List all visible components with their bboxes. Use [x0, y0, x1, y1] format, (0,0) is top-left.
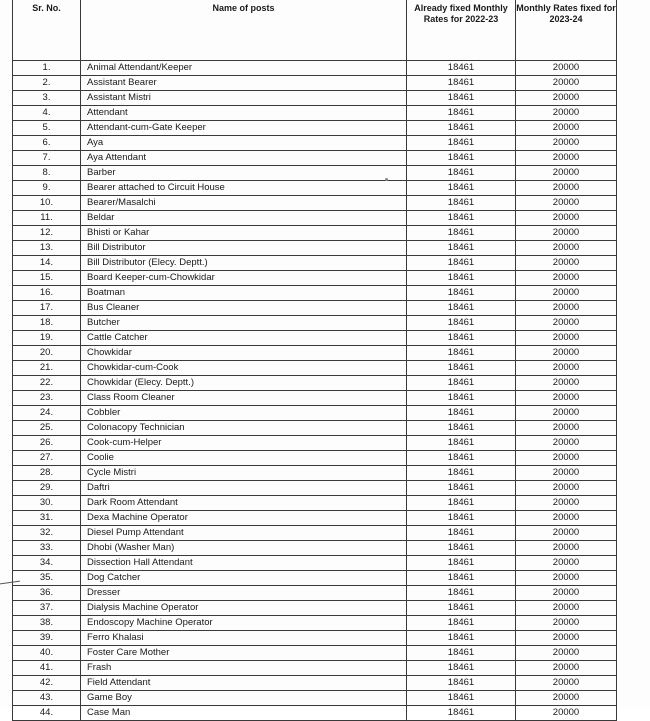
- table-row: [13, 616, 617, 631]
- cell-rate-2023-24: 20000: [516, 571, 617, 586]
- header-sr-no: Sr. No.: [13, 0, 81, 61]
- cell-rate-2023-24: 20000: [516, 661, 617, 676]
- cell-rate-2022-23: 18461: [407, 286, 516, 301]
- table-row: [13, 91, 617, 106]
- table-row: [13, 586, 617, 601]
- cell-sr-no: 18.: [13, 316, 81, 331]
- cell-rate-2022-23: 18461: [407, 91, 516, 106]
- cell-post-name: Frash: [81, 661, 407, 676]
- cell-rate-2022-23: 18461: [407, 466, 516, 481]
- cell-rate-2022-23: 18461: [407, 691, 516, 706]
- cell-sr-no: 19.: [13, 331, 81, 346]
- table-row: [13, 646, 617, 661]
- cell-post-name: Field Attendant: [81, 676, 407, 691]
- cell-rate-2023-24: 20000: [516, 691, 617, 706]
- cell-post-name: Assistant Bearer: [81, 76, 407, 91]
- cell-rate-2023-24: 20000: [516, 256, 617, 271]
- cell-post-name: Endoscopy Machine Operator: [81, 616, 407, 631]
- table-row: [13, 676, 617, 691]
- cell-rate-2022-23: 18461: [407, 121, 516, 136]
- cell-sr-no: 6.: [13, 136, 81, 151]
- cell-rate-2022-23: 18461: [407, 616, 516, 631]
- cell-rate-2023-24: 20000: [516, 331, 617, 346]
- cell-rate-2023-24: 20000: [516, 76, 617, 91]
- table-row: [13, 76, 617, 91]
- cell-sr-no: 13.: [13, 241, 81, 256]
- table-row: [13, 301, 617, 316]
- cell-post-name: Chowkidar: [81, 346, 407, 361]
- cell-sr-no: 41.: [13, 661, 81, 676]
- cell-sr-no: 21.: [13, 361, 81, 376]
- cell-post-name: Class Room Cleaner: [81, 391, 407, 406]
- cell-rate-2022-23: 18461: [407, 196, 516, 211]
- cell-sr-no: 31.: [13, 511, 81, 526]
- table-row: [13, 556, 617, 571]
- cell-rate-2023-24: 20000: [516, 181, 617, 196]
- cell-post-name: Cook-cum-Helper: [81, 436, 407, 451]
- cell-sr-no: 27.: [13, 451, 81, 466]
- cell-post-name: Dialysis Machine Operator: [81, 601, 407, 616]
- cell-rate-2022-23: 18461: [407, 241, 516, 256]
- cell-rate-2023-24: 20000: [516, 61, 617, 76]
- table-header: [13, 0, 617, 61]
- cell-rate-2023-24: 20000: [516, 346, 617, 361]
- table-row: [13, 631, 617, 646]
- cell-rate-2023-24: 20000: [516, 241, 617, 256]
- cell-sr-no: 16.: [13, 286, 81, 301]
- table-row: [13, 541, 617, 556]
- cell-rate-2023-24: 20000: [516, 601, 617, 616]
- cell-rate-2022-23: 18461: [407, 301, 516, 316]
- cell-sr-no: 8.: [13, 166, 81, 181]
- cell-sr-no: 12.: [13, 226, 81, 241]
- cell-sr-no: 9.: [13, 181, 81, 196]
- cell-post-name: Colonacopy Technician: [81, 421, 407, 436]
- cell-sr-no: 5.: [13, 121, 81, 136]
- table-row: [13, 256, 617, 271]
- cell-rate-2023-24: 20000: [516, 121, 617, 136]
- cell-post-name: Bus Cleaner: [81, 301, 407, 316]
- cell-rate-2022-23: 18461: [407, 391, 516, 406]
- cell-rate-2022-23: 18461: [407, 136, 516, 151]
- cell-rate-2022-23: 18461: [407, 421, 516, 436]
- cell-sr-no: 30.: [13, 496, 81, 511]
- cell-post-name: Cattle Catcher: [81, 331, 407, 346]
- table-row: [13, 481, 617, 496]
- cell-post-name: Cycle Mistri: [81, 466, 407, 481]
- cell-rate-2022-23: 18461: [407, 586, 516, 601]
- table-row: [13, 361, 617, 376]
- table-row: [13, 436, 617, 451]
- table-row: [13, 136, 617, 151]
- cell-sr-no: 1.: [13, 61, 81, 76]
- cell-rate-2022-23: 18461: [407, 361, 516, 376]
- cell-post-name: Aya Attendant: [81, 151, 407, 166]
- table-row: [13, 211, 617, 226]
- cell-rate-2023-24: 20000: [516, 481, 617, 496]
- cell-post-name: Cobbler: [81, 406, 407, 421]
- cell-rate-2023-24: 20000: [516, 586, 617, 601]
- cell-post-name: Attendant-cum-Gate Keeper: [81, 121, 407, 136]
- cell-post-name: Assistant Mistri: [81, 91, 407, 106]
- cell-post-name: Boatman: [81, 286, 407, 301]
- cell-post-name: Dog Catcher: [81, 571, 407, 586]
- table-row: [13, 106, 617, 121]
- cell-sr-no: 7.: [13, 151, 81, 166]
- cell-sr-no: 15.: [13, 271, 81, 286]
- table-row: [13, 526, 617, 541]
- cell-rate-2022-23: 18461: [407, 211, 516, 226]
- cell-rate-2022-23: 18461: [407, 166, 516, 181]
- cell-rate-2022-23: 18461: [407, 511, 516, 526]
- cell-sr-no: 44.: [13, 706, 81, 721]
- cell-rate-2022-23: 18461: [407, 601, 516, 616]
- cell-rate-2023-24: 20000: [516, 391, 617, 406]
- cell-sr-no: 23.: [13, 391, 81, 406]
- cell-rate-2023-24: 20000: [516, 106, 617, 121]
- cell-post-name: Board Keeper-cum-Chowkidar: [81, 271, 407, 286]
- table-row: [13, 406, 617, 421]
- table-row: [13, 661, 617, 676]
- cell-rate-2023-24: 20000: [516, 706, 617, 721]
- cell-sr-no: 11.: [13, 211, 81, 226]
- cell-post-name: Dhobi (Washer Man): [81, 541, 407, 556]
- cell-sr-no: 37.: [13, 601, 81, 616]
- table-row: [13, 61, 617, 76]
- cell-post-name: Ferro Khalasi: [81, 631, 407, 646]
- cell-rate-2022-23: 18461: [407, 226, 516, 241]
- cell-rate-2023-24: 20000: [516, 361, 617, 376]
- table-row: [13, 166, 617, 181]
- cell-post-name: Coolie: [81, 451, 407, 466]
- cell-sr-no: 43.: [13, 691, 81, 706]
- cell-sr-no: 26.: [13, 436, 81, 451]
- cell-post-name: Case Man: [81, 706, 407, 721]
- cell-sr-no: 10.: [13, 196, 81, 211]
- table-row: [13, 316, 617, 331]
- cell-post-name: Attendant: [81, 106, 407, 121]
- cell-rate-2023-24: 20000: [516, 406, 617, 421]
- header-rate-2023-24: Monthly Rates fixed for 2023-24: [516, 0, 617, 61]
- table-row: [13, 691, 617, 706]
- table-row: [13, 496, 617, 511]
- table-row: [13, 271, 617, 286]
- cell-sr-no: 24.: [13, 406, 81, 421]
- cell-rate-2023-24: 20000: [516, 166, 617, 181]
- cell-post-name: Chowkidar (Elecy. Deptt.): [81, 376, 407, 391]
- table-row: [13, 121, 617, 136]
- table-row: [13, 706, 617, 721]
- table-row: [13, 241, 617, 256]
- cell-post-name: Chowkidar-cum-Cook: [81, 361, 407, 376]
- cell-sr-no: 42.: [13, 676, 81, 691]
- cell-rate-2022-23: 18461: [407, 151, 516, 166]
- table-row: [13, 346, 617, 361]
- cell-sr-no: 20.: [13, 346, 81, 361]
- cell-rate-2023-24: 20000: [516, 376, 617, 391]
- cell-rate-2022-23: 18461: [407, 706, 516, 721]
- cell-rate-2022-23: 18461: [407, 481, 516, 496]
- cell-rate-2023-24: 20000: [516, 151, 617, 166]
- cell-post-name: Bhisti or Kahar: [81, 226, 407, 241]
- header-row: [13, 0, 617, 61]
- cell-sr-no: 14.: [13, 256, 81, 271]
- cell-sr-no: 2.: [13, 76, 81, 91]
- table-row: [13, 391, 617, 406]
- cell-sr-no: 40.: [13, 646, 81, 661]
- cell-rate-2023-24: 20000: [516, 526, 617, 541]
- cell-post-name: Dexa Machine Operator: [81, 511, 407, 526]
- cell-post-name: Bearer attached to Circuit House: [81, 181, 407, 196]
- cell-rate-2023-24: 20000: [516, 91, 617, 106]
- cell-rate-2022-23: 18461: [407, 496, 516, 511]
- cell-rate-2023-24: 20000: [516, 301, 617, 316]
- cell-post-name: Animal Attendant/Keeper: [81, 61, 407, 76]
- cell-post-name: Beldar: [81, 211, 407, 226]
- cell-post-name: Barber: [81, 166, 407, 181]
- cell-rate-2023-24: 20000: [516, 136, 617, 151]
- cell-post-name: Dissection Hall Attendant: [81, 556, 407, 571]
- cell-post-name: Aya: [81, 136, 407, 151]
- cell-rate-2022-23: 18461: [407, 526, 516, 541]
- cell-rate-2023-24: 20000: [516, 511, 617, 526]
- cell-rate-2022-23: 18461: [407, 316, 516, 331]
- cell-sr-no: 34.: [13, 556, 81, 571]
- cell-rate-2022-23: 18461: [407, 376, 516, 391]
- cell-rate-2022-23: 18461: [407, 631, 516, 646]
- cell-rate-2023-24: 20000: [516, 286, 617, 301]
- table-row: [13, 226, 617, 241]
- cell-sr-no: 3.: [13, 91, 81, 106]
- cell-rate-2022-23: 18461: [407, 646, 516, 661]
- cell-rate-2023-24: 20000: [516, 496, 617, 511]
- cell-rate-2023-24: 20000: [516, 226, 617, 241]
- cell-rate-2023-24: 20000: [516, 316, 617, 331]
- cell-rate-2022-23: 18461: [407, 676, 516, 691]
- table-body: [13, 61, 617, 721]
- cell-rate-2023-24: 20000: [516, 451, 617, 466]
- cell-rate-2022-23: 18461: [407, 61, 516, 76]
- cell-rate-2023-24: 20000: [516, 436, 617, 451]
- cell-sr-no: 33.: [13, 541, 81, 556]
- table-row: [13, 601, 617, 616]
- cell-post-name: Butcher: [81, 316, 407, 331]
- header-rate-2022-23: Already fixed Monthly Rates for 2022-23: [407, 0, 516, 61]
- cell-sr-no: 29.: [13, 481, 81, 496]
- rates-table: [12, 0, 617, 721]
- cell-post-name: Diesel Pump Attendant: [81, 526, 407, 541]
- cell-rate-2023-24: 20000: [516, 196, 617, 211]
- cell-post-name: Bill Distributor: [81, 241, 407, 256]
- cell-sr-no: 28.: [13, 466, 81, 481]
- cell-rate-2022-23: 18461: [407, 661, 516, 676]
- cell-rate-2022-23: 18461: [407, 106, 516, 121]
- cell-rate-2023-24: 20000: [516, 676, 617, 691]
- cell-rate-2023-24: 20000: [516, 271, 617, 286]
- cell-rate-2022-23: 18461: [407, 406, 516, 421]
- table-row: [13, 196, 617, 211]
- cell-rate-2023-24: 20000: [516, 631, 617, 646]
- cell-rate-2022-23: 18461: [407, 571, 516, 586]
- cell-rate-2022-23: 18461: [407, 181, 516, 196]
- cell-rate-2022-23: 18461: [407, 436, 516, 451]
- cell-sr-no: 38.: [13, 616, 81, 631]
- cell-sr-no: 17.: [13, 301, 81, 316]
- cell-sr-no: 22.: [13, 376, 81, 391]
- cell-rate-2022-23: 18461: [407, 76, 516, 91]
- cell-post-name: Bill Distributor (Elecy. Deptt.): [81, 256, 407, 271]
- cell-rate-2022-23: 18461: [407, 541, 516, 556]
- cell-sr-no: 4.: [13, 106, 81, 121]
- cell-rate-2023-24: 20000: [516, 616, 617, 631]
- table-row: [13, 331, 617, 346]
- cell-rate-2022-23: 18461: [407, 271, 516, 286]
- table-row: [13, 466, 617, 481]
- cell-rate-2022-23: 18461: [407, 451, 516, 466]
- cell-rate-2023-24: 20000: [516, 466, 617, 481]
- table-row: [13, 286, 617, 301]
- table-row: [13, 181, 617, 196]
- cell-post-name: Dresser: [81, 586, 407, 601]
- cell-rate-2023-24: 20000: [516, 541, 617, 556]
- header-name-of-posts: Name of posts: [81, 0, 407, 61]
- table-row: [13, 571, 617, 586]
- cell-sr-no: 25.: [13, 421, 81, 436]
- cell-rate-2023-24: 20000: [516, 556, 617, 571]
- cell-post-name: Daftri: [81, 481, 407, 496]
- table-row: [13, 421, 617, 436]
- cell-rate-2022-23: 18461: [407, 331, 516, 346]
- cell-rate-2023-24: 20000: [516, 211, 617, 226]
- table-row: [13, 151, 617, 166]
- cell-rate-2022-23: 18461: [407, 256, 516, 271]
- cell-sr-no: 32.: [13, 526, 81, 541]
- cell-post-name: Foster Care Mother: [81, 646, 407, 661]
- cell-post-name: Game Boy: [81, 691, 407, 706]
- cell-post-name: Bearer/Masalchi: [81, 196, 407, 211]
- cell-rate-2022-23: 18461: [407, 346, 516, 361]
- table-row: [13, 451, 617, 466]
- cell-rate-2023-24: 20000: [516, 646, 617, 661]
- cell-sr-no: 35.: [13, 571, 81, 586]
- table-row: [13, 511, 617, 526]
- table-row: [13, 376, 617, 391]
- cell-rate-2022-23: 18461: [407, 556, 516, 571]
- cell-rate-2023-24: 20000: [516, 421, 617, 436]
- cell-sr-no: 36.: [13, 586, 81, 601]
- cell-post-name: Dark Room Attendant: [81, 496, 407, 511]
- speck: [385, 178, 388, 181]
- cell-sr-no: 39.: [13, 631, 81, 646]
